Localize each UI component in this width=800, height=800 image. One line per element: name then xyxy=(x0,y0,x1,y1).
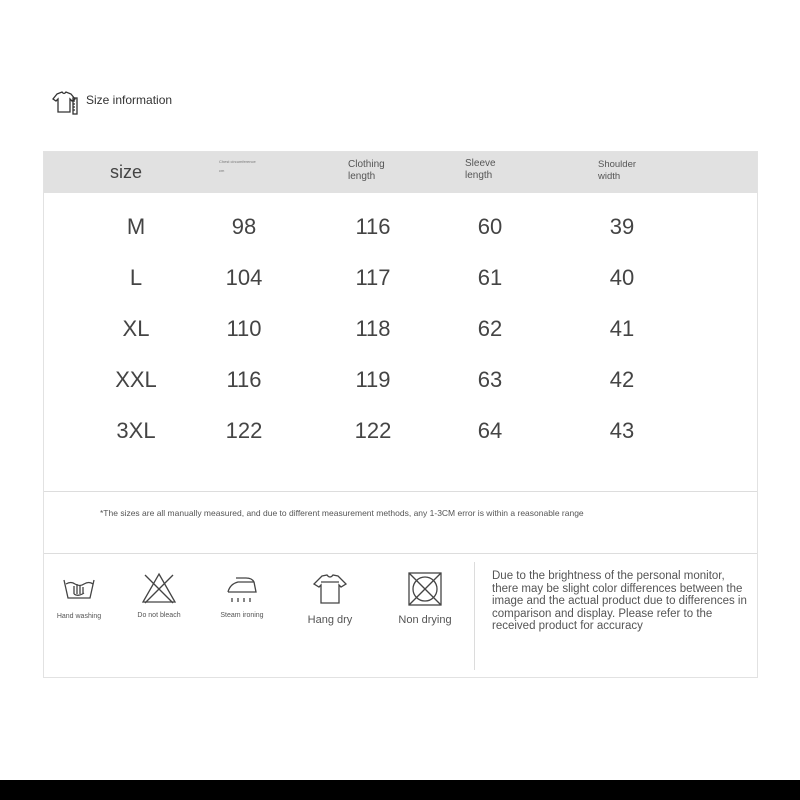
table-row xyxy=(44,214,757,244)
no-tumble-dry-icon xyxy=(407,572,443,606)
length-cell: 119 xyxy=(355,367,391,392)
hand-wash-icon xyxy=(62,572,96,604)
shoulder-cell: 41 xyxy=(609,316,635,341)
header-size: size xyxy=(110,162,143,182)
length-cell: 122 xyxy=(354,418,392,443)
care-no-bleach: Do not bleach xyxy=(129,572,189,619)
table-row xyxy=(44,418,757,448)
sleeve-cell: 63 xyxy=(477,367,503,392)
steam-iron-icon xyxy=(224,572,260,604)
color-disclaimer: Due to the brightness of the personal monitor, there may be slight color differences between the image and the actual product due to differences in comparison and display. Please refer to the received product for accuracy xyxy=(492,570,747,632)
measurement-note: *The sizes are all manually measured, and due to different measurement methods, any 1-3CM error is within a reasonable range xyxy=(100,508,584,518)
table-row xyxy=(44,265,757,295)
care-non-drying: Non drying xyxy=(388,572,462,626)
table-row xyxy=(44,367,757,397)
table-row xyxy=(44,316,757,346)
size-info-title xyxy=(48,88,172,129)
length-cell: 118 xyxy=(355,316,391,341)
sleeve-cell: 60 xyxy=(477,214,503,239)
shoulder-cell: 42 xyxy=(609,367,635,392)
size-cell: XXL xyxy=(115,367,157,392)
length-cell: 116 xyxy=(355,214,391,239)
chest-cell: 116 xyxy=(226,367,262,392)
shoulder-cell: 39 xyxy=(609,214,635,239)
bottom-bar xyxy=(0,780,800,800)
sleeve-cell: 64 xyxy=(477,418,503,443)
care-hand-wash: Hand washing xyxy=(54,572,104,621)
divider xyxy=(44,553,757,554)
care-hang-dry: Hang dry xyxy=(298,572,362,626)
shoulder-cell: 40 xyxy=(609,265,635,290)
size-cell: 3XL xyxy=(116,418,156,443)
size-cell: XL xyxy=(122,316,150,341)
sleeve-cell: 62 xyxy=(477,316,503,341)
chest-cell: 98 xyxy=(231,214,257,239)
care-steam-iron: Steam ironing xyxy=(212,572,272,619)
chest-cell: 110 xyxy=(226,316,262,341)
size-table xyxy=(43,151,758,678)
tshirt-ruler-icon xyxy=(48,88,80,129)
size-cell: L xyxy=(129,265,143,290)
header-chest: Chest circumference cm xyxy=(219,159,256,173)
shoulder-cell: 43 xyxy=(609,418,635,443)
divider xyxy=(474,562,475,670)
sleeve-cell: 61 xyxy=(477,265,503,290)
divider xyxy=(44,491,757,492)
page-title: Size information xyxy=(86,93,173,107)
no-bleach-icon xyxy=(141,572,177,604)
hang-dry-icon xyxy=(310,572,350,606)
chest-cell: 122 xyxy=(225,418,263,443)
length-cell: 117 xyxy=(355,265,391,290)
size-cell: M xyxy=(126,214,146,239)
header-shoulder-width: Shoulder width xyxy=(598,159,637,182)
chest-cell: 104 xyxy=(225,265,263,290)
header-clothing-length: Clothing length xyxy=(348,159,385,182)
header-sleeve-length: Sleeve length xyxy=(465,158,496,181)
table-header xyxy=(44,152,757,193)
